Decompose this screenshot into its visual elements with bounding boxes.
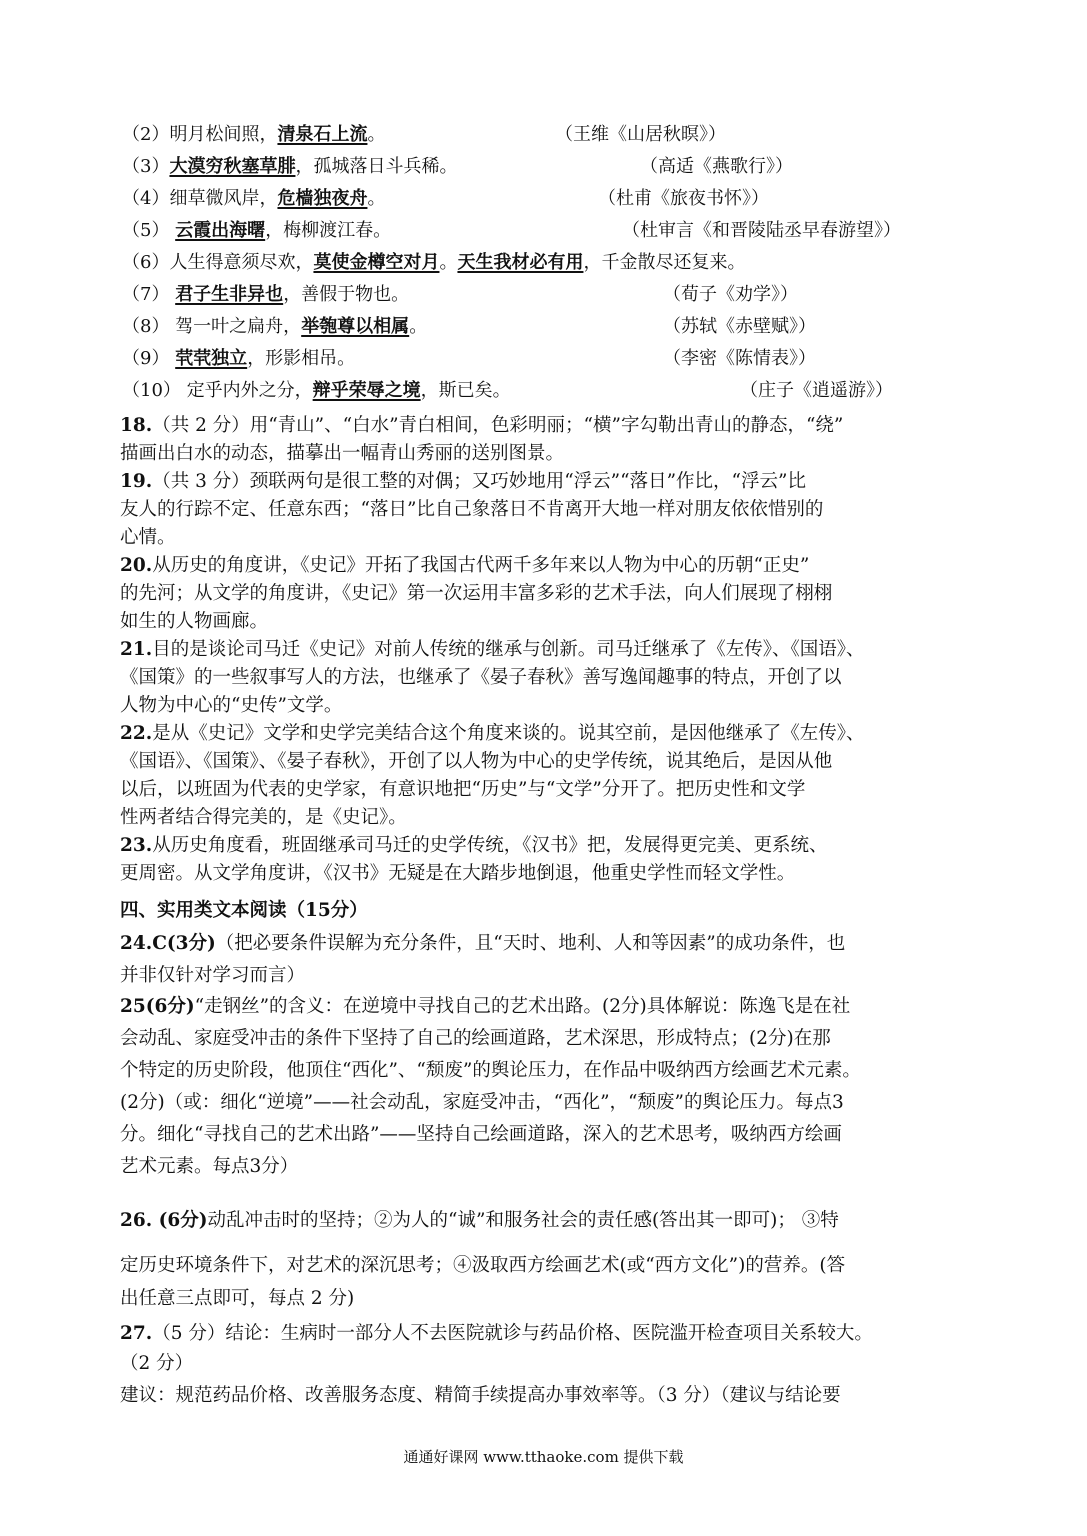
poem-text: 。 (439, 252, 458, 273)
answer-24-score: C(3分) (152, 933, 216, 954)
answer-18-text: 描画出白水的动态，描摹出一幅青山秀丽的送别图景。 (120, 443, 565, 464)
poem-text: 细草微风岸， (169, 188, 278, 209)
answer-21-line (120, 636, 978, 664)
answer-19-line (120, 496, 978, 524)
poem-text: ，千金散尽还复来。 (583, 252, 746, 273)
answer-24-number: 24. (120, 933, 153, 954)
poem-answer-underlined: 危樯独夜舟 (277, 188, 368, 209)
poem-number: （10） (122, 380, 181, 401)
answer-23-line (120, 832, 978, 860)
poem-number: （9） (122, 348, 170, 369)
poem-answer-underlined: 辩乎荣辱之境 (312, 380, 421, 401)
poem-text: ，形影相吊。 (247, 348, 356, 369)
answer-19-text: 心情。 (120, 527, 176, 548)
answer-25-score: (6分) (145, 996, 195, 1017)
poem-line (122, 282, 409, 308)
answer-18-line (120, 440, 978, 468)
answer-27-number: 27. (120, 1323, 153, 1344)
answer-25-line (120, 1089, 978, 1117)
answer-25-line (120, 1153, 978, 1181)
answer-26-line (120, 1252, 978, 1280)
poem-number: （4） (122, 188, 170, 209)
answer-25-text: 会动乱、家庭受冲击的条件下坚持了自己的绘画道路，艺术深思，形成特点；(2分)在那 (120, 1028, 831, 1049)
poem-number: （2） (122, 124, 170, 145)
poem-number: （5） (122, 220, 170, 241)
answer-27-text: （2 分） (120, 1353, 194, 1374)
poem-text: ，斯已矣。 (420, 380, 511, 401)
answer-21-line (120, 664, 978, 692)
poem-answer-underlined: 举匏尊以相属 (301, 316, 410, 337)
poem-text: ，孤城落日斗兵稀。 (295, 156, 458, 177)
answer-19-text: （共 3 分）颈联两句是很工整的对偶；又巧妙地用“浮云”“落日”作比，“浮云”比 (152, 471, 806, 492)
answer-20-text: 如生的人物画廊。 (120, 611, 269, 632)
answer-25-line (120, 1121, 978, 1149)
poem-answer-underlined: 清泉石上流 (277, 124, 368, 145)
answer-22-line (120, 804, 978, 832)
poem-text: 。 (367, 188, 386, 209)
answer-25-text: (2分)（或：细化“逆境”——社会动乱，家庭受冲击，“西化”，“颓废”的舆论压力。每点3 (120, 1092, 844, 1113)
answer-27-text: （5 分）结论：生病时一部分人不去医院就诊与药品价格、医院滥开检查项目关系较大。 (152, 1323, 873, 1344)
poem-text: 。 (367, 124, 386, 145)
poem-line (122, 250, 745, 276)
answer-25-line (120, 993, 978, 1021)
poem-source: （荀子《劝学》） (663, 284, 798, 305)
answer-25-text: 艺术元素。每点3分） (120, 1156, 299, 1177)
poem-answer-underlined: 大漠穷秋塞草腓 (169, 156, 296, 177)
poem-line (122, 218, 391, 244)
answer-25-text: 分。细化“寻找自己的艺术出路”——坚持自己绘画道路，深入的艺术思考，吸纳西方绘画 (120, 1124, 842, 1145)
answer-22-line (120, 776, 978, 804)
poem-number: （8） (122, 316, 170, 337)
answer-19-number: 19. (120, 471, 153, 492)
poem-text: 明月松间照， (169, 124, 278, 145)
answer-20-text: 从历史的角度讲，《史记》开拓了我国古代两千多年来以人物为中心的历朝“正史” (152, 555, 810, 576)
answer-21-line (120, 692, 978, 720)
answer-23-text: 更周密。从文学角度讲，《汉书》无疑是在大踏步地倒退，他重史学性而轻文学性。 (120, 863, 796, 884)
answer-20-line (120, 608, 978, 636)
poem-line (122, 314, 427, 340)
answer-27-text: 建议：规范药品价格、改善服务态度、精简手续提高办事效率等。（3 分）（建议与结论要 (120, 1385, 841, 1406)
answer-21-number: 21. (120, 639, 153, 660)
answer-26-number: 26. (120, 1210, 159, 1231)
answer-18-number: 18. (120, 415, 153, 436)
poem-answer-underlined: 君子生非异也 (175, 284, 284, 305)
answer-26-text: 出任意三点即可，每点 2 分) (120, 1288, 355, 1309)
answer-22-text: 性两者结合得完美的，是《史记》。 (120, 807, 407, 828)
answer-18-line (120, 412, 978, 440)
poem-number: （7） (122, 284, 170, 305)
answer-22-text: 《国语》、《国策》、《晏子春秋》，开创了以人物为中心的史学传统，说其绝后，是因从他 (120, 751, 833, 772)
poem-answer-underlined: 莫使金樽空对月 (313, 252, 440, 273)
poem-line (122, 346, 355, 372)
answer-24-line (120, 930, 978, 958)
answer-25-text: “走钢丝”的含义：在逆境中寻找自己的艺术出路。(2分)具体解说：陈逸飞是在社 (194, 996, 851, 1017)
answer-22-text: 是从《史记》文学和史学完美结合这个角度来谈的。说其空前，是因他继承了《左传》、 (152, 723, 865, 744)
answer-23-number: 23. (120, 835, 153, 856)
answer-25-line (120, 1025, 978, 1053)
answer-27-line (120, 1320, 978, 1348)
answer-25-text: 个特定的历史阶段，他顶住“西化”、“颓废”的舆论压力，在作品中吸纳西方绘画艺术元素。 (120, 1060, 861, 1081)
answer-24-text: 并非仅针对学习而言） (120, 965, 306, 986)
poem-line (122, 122, 385, 148)
answer-22-number: 22. (120, 723, 153, 744)
poem-text: ，善假于物也。 (283, 284, 410, 305)
poem-source: （庄子《逍遥游》） (740, 380, 893, 401)
poem-answer-underlined: 茕茕独立 (175, 348, 248, 369)
poem-number: （3） (122, 156, 170, 177)
page-footer: 通通好课网 www.tthaoke.com 提供下载 (403, 1448, 684, 1466)
answer-22-line (120, 720, 978, 748)
answer-27-line (120, 1382, 978, 1410)
answer-18-text: （共 2 分）用“青山”、“白水”青白相间，色彩明丽；“横”字勾勒出青山的静态，“绕” (152, 415, 844, 436)
answer-20-number: 20. (120, 555, 153, 576)
answer-25-line (120, 1057, 978, 1085)
answer-24-line (120, 962, 978, 990)
answer-19-line (120, 524, 978, 552)
answer-27-line (120, 1350, 978, 1378)
answer-20-line (120, 580, 978, 608)
poem-source: （苏轼《赤壁赋》） (663, 316, 816, 337)
answer-21-text: 人物为中心的“史传”文学。 (120, 695, 343, 716)
poem-line (122, 378, 511, 404)
poem-answer-underlined: 天生我材必有用 (457, 252, 584, 273)
poem-source: （王维《山居秋暝》） (555, 124, 726, 145)
answer-19-line (120, 468, 978, 496)
poem-text: 人生得意须尽欢， (169, 252, 314, 273)
poem-line (122, 154, 457, 180)
answer-20-line (120, 552, 978, 580)
poem-source: （杜甫《旅夜书怀》） (598, 188, 769, 209)
poem-source: （李密《陈情表》） (663, 348, 816, 369)
answer-23-line (120, 860, 978, 888)
poem-text: 定乎内外之分， (180, 380, 313, 401)
answer-26-score: (6分) (158, 1210, 208, 1231)
poem-answer-underlined: 云霞出海曙 (175, 220, 266, 241)
poem-line (122, 186, 385, 212)
answer-22-line (120, 748, 978, 776)
answer-23-text: 从历史角度看，班固继承司马迁的史学传统，《汉书》把，发展得更完美、更系统、 (152, 835, 828, 856)
answer-21-text: 《国策》的一些叙事写人的方法，也继承了《晏子春秋》善写逸闻趣事的特点，开创了以 (120, 667, 842, 688)
poem-text: 驾一叶之扁舟， (169, 316, 302, 337)
poem-text: 。 (409, 316, 428, 337)
poem-source: （高适《燕歌行》） (640, 156, 793, 177)
answer-21-text: 目的是谈论司马迁《史记》对前人传统的继承与创新。司马迁继承了《左传》、《国语》、 (152, 639, 865, 660)
answer-19-text: 友人的行踪不定、任意东西；“落日”比自己象落日不肯离开大地一样对朋友依依惜别的 (120, 499, 824, 520)
answer-22-text: 以后，以班固为代表的史学家，有意识地把“历史”与“文学”分开了。把历史性和文学 (120, 779, 806, 800)
answer-26-line (120, 1207, 978, 1235)
answer-24-text: （把必要条件误解为充分条件，且“天时、地利、人和等因素”的成功条件，也 (215, 933, 846, 954)
poem-source: （杜审言《和晋陵陆丞早春游望》） (622, 220, 901, 241)
answer-26-text: 动乱冲击时的坚持；②为人的“诚”和服务社会的责任感(答出其一即可)； ③特 (207, 1210, 839, 1231)
answer-26-line (120, 1285, 978, 1313)
section-heading: 四、实用类文本阅读（15分） (120, 900, 368, 921)
answer-26-text: 定历史环境条件下，对艺术的深沉思考；④汲取西方绘画艺术(或“西方文化”)的营养。(答 (120, 1255, 846, 1276)
poem-text: ，梅柳渡江春。 (265, 220, 392, 241)
answer-20-text: 的先河；从文学的角度讲，《史记》第一次运用丰富多彩的艺术手法，向人们展现了栩栩 (120, 583, 833, 604)
answer-25-number: 25 (120, 996, 146, 1017)
poem-number: （6） (122, 252, 170, 273)
